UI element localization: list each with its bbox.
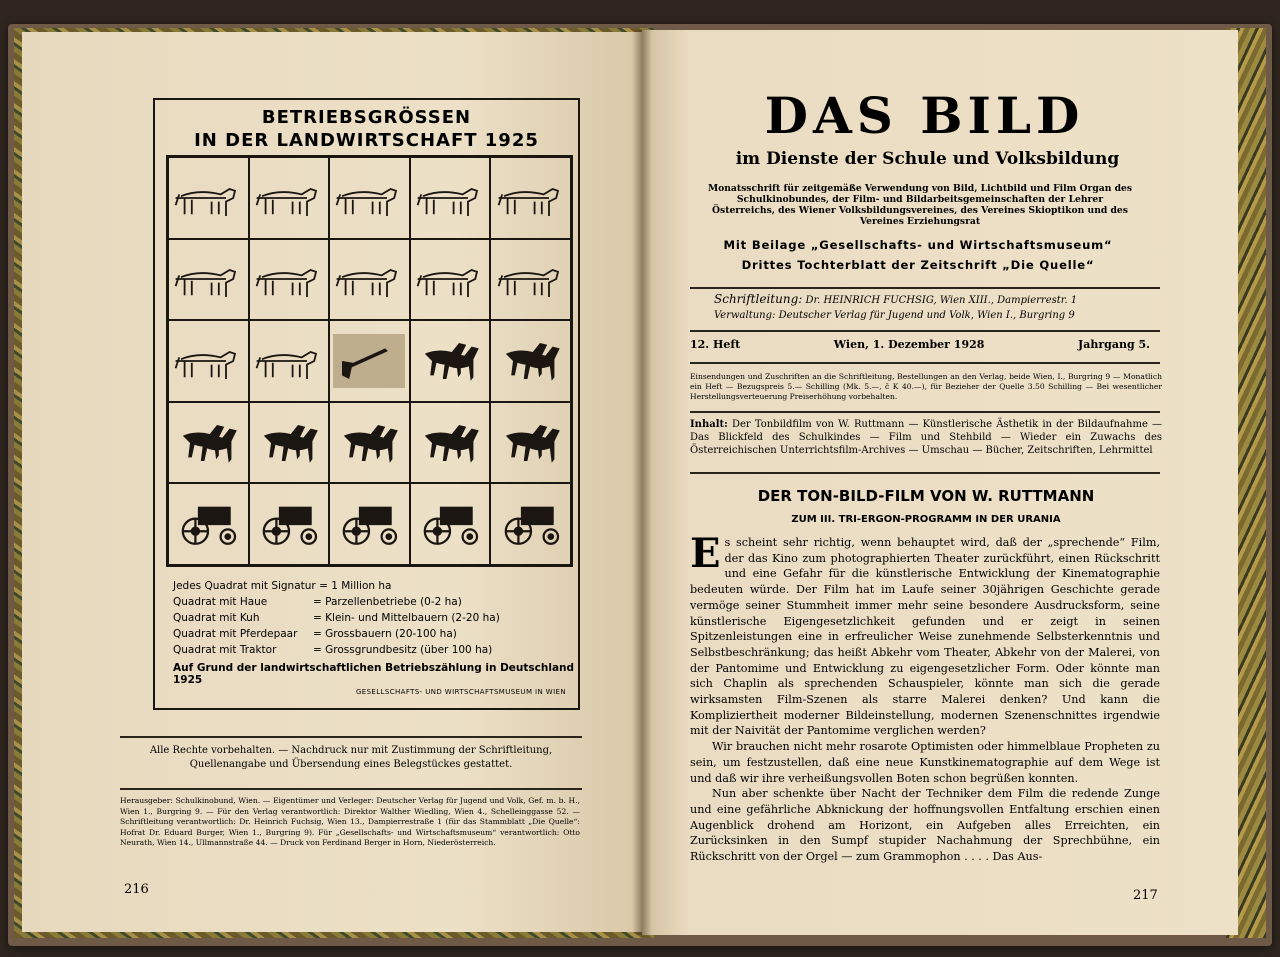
figure-title-line1: BETRIEBSGRÖSSEN	[261, 107, 472, 128]
contents	[690, 418, 1162, 457]
horses-icon	[410, 402, 491, 484]
supplement-line1: Mit Beilage „Gesellschafts- und Wirtschaftsmuseum“	[723, 238, 1113, 252]
legend-key: Quadrat mit Traktor	[173, 644, 277, 656]
cattle-icon	[329, 239, 410, 321]
legend-row	[173, 594, 573, 610]
paragraph: Wir brauchen nicht mehr rosarote Optimisten oder himmelblaue Propheten zu sein, um festzustellen, daß eine neue Kunstkinematographie auf dem Wege ist und daß wir ihre verheißungsvollen Boten schon begrüßen konnten.	[690, 740, 1160, 785]
supplement-info	[688, 235, 1148, 275]
issue-line	[690, 338, 1150, 351]
horses-icon	[168, 402, 249, 484]
legend-value: = Parzellenbetriebe (0-2 ha)	[313, 596, 462, 608]
contents-label: Inhalt:	[690, 419, 728, 430]
tractor-icon	[490, 483, 571, 565]
rule	[690, 330, 1160, 332]
figure-title	[155, 106, 578, 152]
hoe-icon	[329, 320, 410, 402]
cattle-icon	[410, 239, 491, 321]
rule	[690, 411, 1160, 413]
contents-text: Der Tonbildfilm von W. Ruttmann — Künstlerische Ästhetik in der Bildaufnahme — Das Blickfeld des Schulkindes — Film und Stehbild — Wieder ein Zuwachs des Österreichischen Unterrichtsfilm-Archives — Umschau — Bücher, Zeitschriften, Lehrmittel	[690, 419, 1162, 456]
rule	[690, 472, 1160, 474]
horses-icon	[410, 320, 491, 402]
pictogram-grid	[166, 155, 573, 567]
horses-icon	[329, 402, 410, 484]
legend-key: Quadrat mit Kuh	[173, 612, 260, 624]
issue-number: 12. Heft	[690, 338, 741, 351]
legend-row	[173, 610, 573, 626]
masthead-subtitle: im Dienste der Schule und Volksbildung	[735, 149, 1120, 169]
horses-icon	[490, 320, 571, 402]
cattle-icon	[249, 239, 330, 321]
horses-icon	[249, 402, 330, 484]
legend-row	[173, 626, 573, 642]
cattle-icon	[329, 157, 410, 239]
page-number-right: 217	[1133, 888, 1158, 903]
masthead: DAS BILD	[764, 86, 1085, 145]
cattle-icon	[168, 239, 249, 321]
editorial-info	[714, 292, 1144, 323]
cattle-icon	[168, 157, 249, 239]
paragraph: Nun aber schenkte über Nacht der Techniker dem Film die redende Zunge und eine gefährliche Abknickung der hoffnungsvollen Entfaltung erschien einen Augenblick drohend am Horizont, ein Aufgeben alles Erreichten, ein Zurücksinken in den Sumpf stupider Nachahmung der Sprechbühne, ein Rückschritt von der Orgel — zum Grammophon . . . . Das Aus-	[690, 787, 1160, 864]
cattle-icon	[410, 157, 491, 239]
tractor-icon	[410, 483, 491, 565]
rule	[120, 736, 582, 738]
legend-intro: Jedes Quadrat mit Signatur = 1 Million ha	[173, 580, 392, 592]
legend-value: = Klein- und Mittelbauern (2-20 ha)	[313, 612, 500, 624]
gutter-shadow	[632, 30, 652, 935]
rule	[690, 362, 1160, 364]
schriftleitung: Dr. HEINRICH FUCHSIG, Wien XIII., Dampierrestr. 1	[805, 295, 1078, 306]
schriftleitung-label: Schriftleitung:	[714, 292, 803, 306]
figure-title-line2: IN DER LANDWIRTSCHAFT 1925	[194, 130, 539, 151]
legend-value: = Grossbauern (20-100 ha)	[313, 628, 457, 640]
figure-legend	[173, 578, 573, 658]
article-subtitle: ZUM III. TRI-ERGON-PROGRAMM IN DER URANIA	[791, 514, 1061, 525]
paragraph	[690, 530, 1160, 739]
rule	[120, 788, 582, 790]
cattle-icon	[249, 157, 330, 239]
tractor-icon	[249, 483, 330, 565]
tractor-icon	[168, 483, 249, 565]
paragraph-text: s scheint sehr richtig, wenn behauptet wird, daß der „sprechende“ Film, der das Kino zum photographierten Theater zurückführt, einen Rückschritt und eine Gefahr für die künstlerische Entwicklung der Kinematographie bedeuten würde. Der Film hat im Laufe seiner 30jährigen Geschichte gerade vermöge seiner Stummheit immer mehr seine besondere Ausdrucksform, seine künstlerische Eigengesetzlichkeit gefunden und er zeigt in seinen Spitzenleistungen eine in erfreulicher Weise zunehmende Selbsterkenntnis und Selbstbeschränkung; das heißt Abkehr vom Theater, Abkehr von der Malerei, von der Pantomime und Entwicklung zu eigengesetzlicher Form. Oder könnte man sich Chaplin als sprechenden Schauspieler, könnte man sich die gerade wirksamsten Film-Szenen als starre Malerei denken? Und kann die Kompliziertheit moderner Bildeinstellung, modernen Szenenschnittes irgendwie mit der Naivität der Pantomime verglichen werden?	[690, 536, 1160, 738]
figure-footnote: Auf Grund der landwirtschaftlichen Betriebszählung in Deutschland 1925	[173, 662, 575, 686]
page-number-left: 216	[124, 882, 149, 897]
issue-date: Wien, 1. Dezember 1928	[833, 338, 985, 351]
figure-source: GESELLSCHAFTS- UND WIRTSCHAFTSMUSEUM IN WIEN	[355, 688, 566, 696]
legend-key: Quadrat mit Haue	[173, 596, 268, 608]
drop-cap: E	[690, 530, 721, 577]
imprint: Herausgeber: Schulkinobund, Wien. — Eigentümer und Verleger: Deutscher Verlag für Jugend und Volk, Gef. m. b. H., Wien 1., Burgring 9. — Für den Verlag verantwortlich: Direktor Walther Wiedling, Wien 4., Schelleinggasse 52. — Schriftleitung verantwortlich: Dr. Heinrich Fuchsig, Wien 13., Dampierrestraße 1 (für das Stammblatt „Die Quelle“: Hofrat Dr. Eduard Burger, Wien 1., Burgring 9). Für „Gesellschafts- und Wirtschaftsmuseum“ verantwortlich: Otto Neurath, Wien 14., Ullmannstraße 44. — Druck von Ferdinand Berger in Horn, Niederösterreich.	[120, 796, 580, 847]
verwaltung: Deutscher Verlag für Jugend und Volk, Wien I., Burgring 9	[778, 310, 1075, 321]
subscription-info: Einsendungen und Zuschriften an die Schriftleitung, Bestellungen an den Verlag, beide Wien, I., Burgring 9 — Monatlich ein Heft — Bezugspreis 5.— Schilling (Mk. 5.—, č K 40.—), für Bezieher der Quelle 3.50 Schilling — Bei wesentlicher Herstellungsverteuerung Preiserhöhung vorbehalten.	[690, 372, 1162, 401]
tractor-icon	[329, 483, 410, 565]
supplement-line2: Drittes Tochterblatt der Zeitschrift „Die Quelle“	[741, 258, 1095, 272]
article-body	[690, 530, 1160, 865]
organ-description: Monatsschrift für zeitgemäße Verwendung von Bild, Lichtbild und Film Organ des Schulkinobundes, der Film- und Bildarbeitsgemeinschaften der Lehrer Österreichs, des Wiener Volksbildungsvereines, des Vereines Skioptikon und des Vereines Erziehungsrat	[707, 183, 1133, 227]
horses-icon	[490, 402, 571, 484]
legend-row	[173, 642, 573, 658]
rights-notice: Alle Rechte vorbehalten. — Nachdruck nur mit Zustimmung der Schriftleitung, Quellenangabe und Übersendung eines Belegstückes gestattet.	[149, 745, 553, 770]
cattle-icon	[490, 239, 571, 321]
verwaltung-label: Verwaltung:	[714, 310, 776, 321]
cattle-icon	[490, 157, 571, 239]
article-title: DER TON-BILD-FILM VON W. RUTTMANN	[757, 487, 1095, 505]
rule	[690, 287, 1160, 289]
legend-value: = Grossgrundbesitz (über 100 ha)	[313, 644, 493, 656]
legend-key: Quadrat mit Pferdepaar	[173, 628, 298, 640]
volume: Jahrgang 5.	[1078, 338, 1150, 351]
pictogram-chart	[153, 98, 580, 710]
cattle-icon	[168, 320, 249, 402]
cattle-icon	[249, 320, 330, 402]
